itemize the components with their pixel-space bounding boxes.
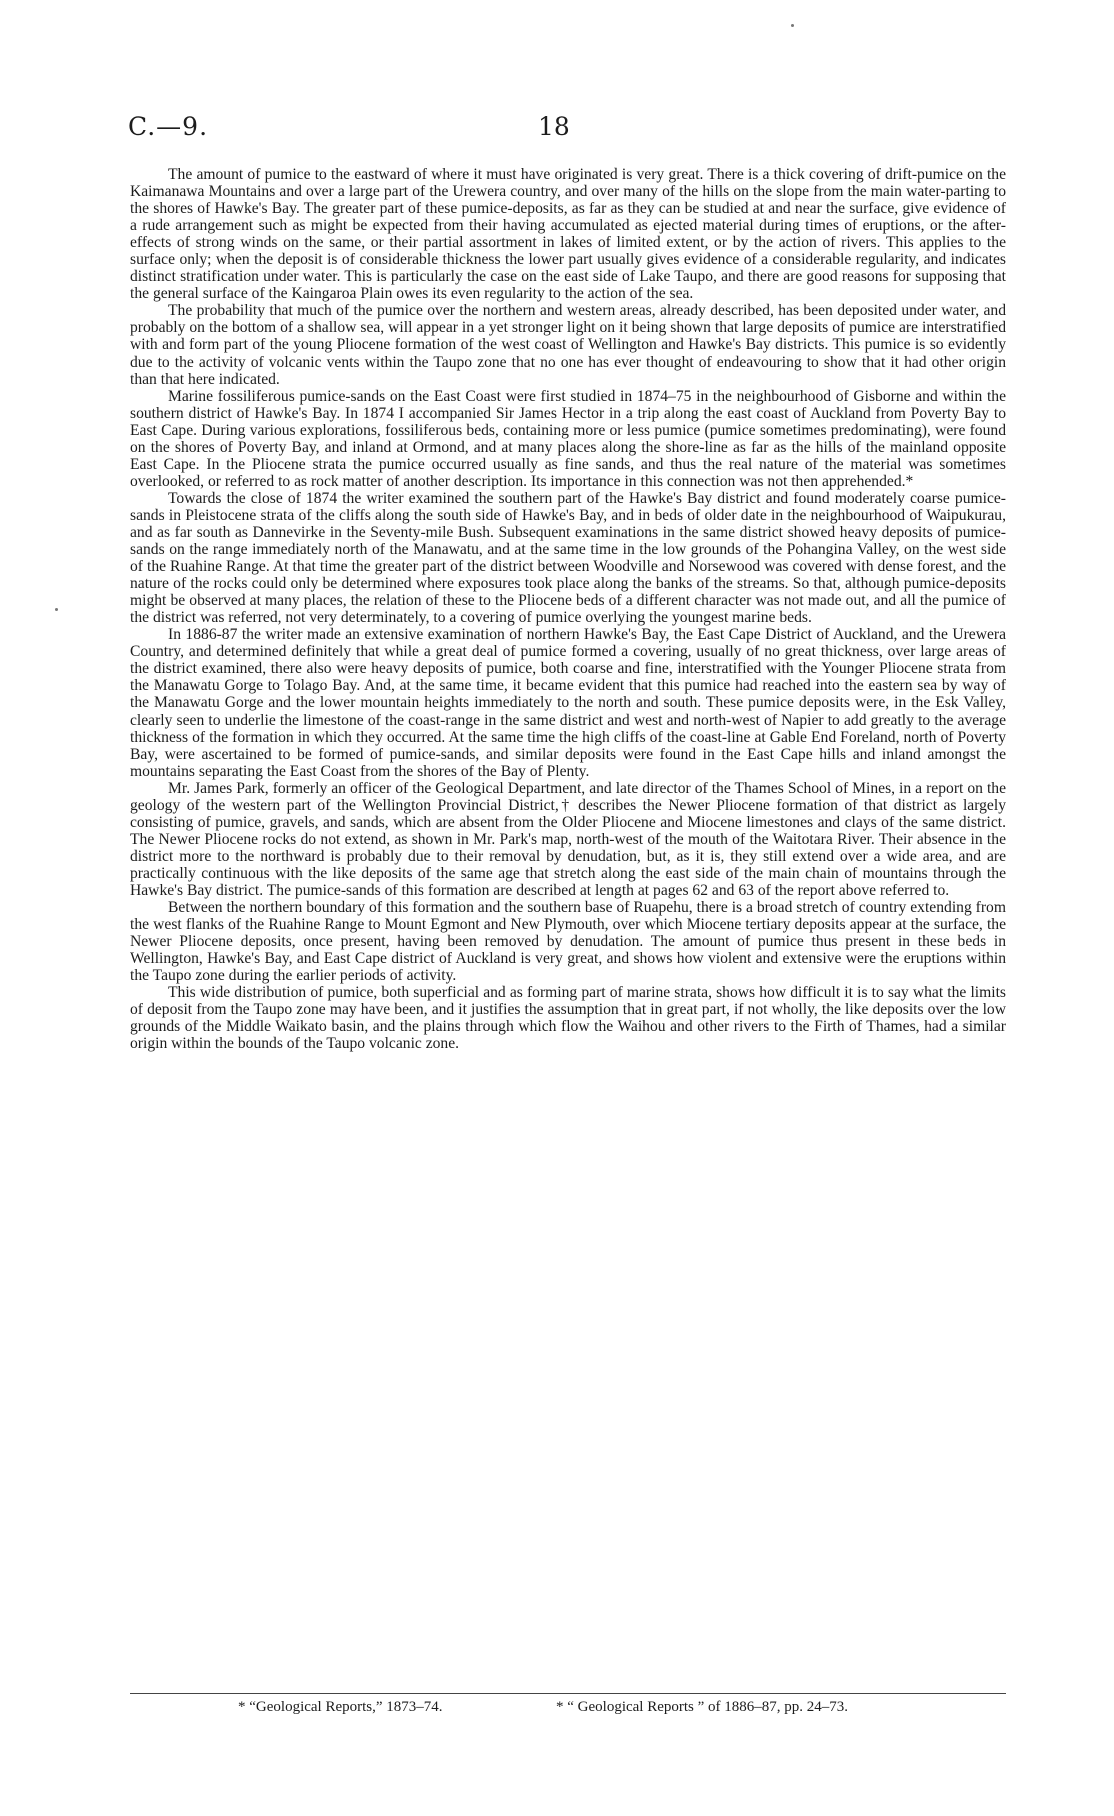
footnote-rule <box>130 1693 1006 1694</box>
paragraph: Marine fossiliferous pumice-sands on the East Coast were first studied in 1874–75 in the neighbourhood of Gisborne and within the southern district of Hawke's Bay. In 1874 I accompanied Sir James Hector in a trip along the east coast of Auckland from Poverty Bay to East Cape. During various explorations, fossiliferous beds, containing more or less pumice (pumice sometimes predominating), were found on the shores of Poverty Bay, and inland at Ormond, and at many places along the shore-line as far as the hills of the mainland opposite East Cape. In the Pliocene strata the pumice occurred usually as fine sands, and thus the real nature of the material was sometimes overlooked, or referred to as rock matter of another description. Its importance in this connection was not then apprehended.* <box>130 387 1006 490</box>
scan-speck <box>791 24 794 27</box>
body-text <box>130 166 1006 1052</box>
paragraph: Towards the close of 1874 the writer examined the southern part of the Hawke's Bay district and found moderately coarse pumice-sands in Pleistocene strata of the cliffs along the south side of Hawke's Bay, and in beds of older date in the neighbourhood of Waipukurau, and as far south as Dannevirke in the Seventy-mile Bush. Subsequent examinations in the same district showed heavy deposits of pumice-sands on the range immediately north of the Manawatu, and at the same time in the low grounds of the Pohangina Valley, on the west side of the Ruahine Range. At that time the greater part of the district between Woodville and Norsewood was covered with dense forest, and the nature of the rocks could only be determined where exposures took place along the banks of the streams. So that, although pumice-deposits might be observed at many places, the relation of these to the Pliocene beds of a different character was not made out, and all the pumice of the district was referred, not very determinately, to a covering of pumice overlying the youngest marine beds. <box>130 489 1006 627</box>
paragraph: The amount of pumice to the eastward of where it must have originated is very great. There is a thick covering of drift-pumice on the Kaimanawa Mountains and over a large part of the Urewera country, and over many of the hills on the slope from the main water-parting to the shores of Hawke's Bay. The greater part of these pumice-deposits, as far as they can be studied at and near the surface, give evidence of a rude arrangement such as might be expected from their having accumulated as ejected material during times of eruptions, or the after-effects of strong winds on the same, or their partial assortment in lakes of limited extent, or by the action of rivers. This applies to the surface only; when the deposit is of considerable thickness the lower part usually gives evidence of a considerable regularity, and indicates distinct stratification under water. This is particularly the case on the east side of Lake Taupo, and there are good reasons for supposing that the general surface of the Kaingaroa Plain owes its even regularity to the action of the sea. <box>130 166 1006 303</box>
paragraph: This wide distribution of pumice, both superficial and as forming part of marine strata, shows how difficult it is to say what the limits of deposit from the Taupo zone may have been, and it justifies the assumption that in great part, if not wholly, the like deposits over the low grounds of the Middle Waikato basin, and the plains through which flow the Waihou and other rivers to the Firth of Thames, had a similar origin within the bounds of the Taupo volcanic zone. <box>130 984 1006 1053</box>
footnote-1: * “Geological Reports,” 1873–74. <box>238 1699 443 1715</box>
document-reference: C.—9. <box>128 112 209 141</box>
paragraph: The probability that much of the pumice over the northern and western areas, already described, has been deposited under water, and probably on the bottom of a shallow sea, will appear in a yet stronger light on it being shown that large deposits of pumice are interstratified with and form part of the young Pliocene formation of the west coast of Wellington and Hawke's Bay districts. This pumice is so evidently due to the activity of volcanic vents within the Taupo zone that no one has ever thought of endeavouring to show that it had other origin than that here indicated. <box>130 302 1006 388</box>
paragraph: Mr. James Park, formerly an officer of the Geological Department, and late director of the Thames School of Mines, in a report on the geology of the western part of the Wellington Provincial District,† describes the Newer Pliocene formation of that district as largely consisting of pumice, gravels, and sands, which are absent from the Older Pliocene and Miocene limestones and clays of the same district. The Newer Pliocene rocks do not extend, as shown in Mr. Park's map, north-west of the mouth of the Waitotara River. Their absence in the district more to the northward is probably due to their removal by denudation, but, as it is, they still extend over a wide area, and are practically continuous with the like deposits of the same age that stretch along the east side of the main chain of mountains through the Hawke's Bay district. The pumice-sands of this formation are described at length at pages 62 and 63 of the report above referred to. <box>130 779 1006 899</box>
scan-speck <box>55 608 58 611</box>
page-number: 18 <box>538 112 570 141</box>
footnote-2: * “ Geological Reports ” of 1886–87, pp. 24–73. <box>556 1699 849 1715</box>
paragraph: Between the northern boundary of this formation and the southern base of Ruapehu, there is a broad stretch of country extending from the west flanks of the Ruahine Range to Mount Egmont and New Plymouth, over which Miocene tertiary deposits appear at the surface, the Newer Pliocene deposits, once present, having been removed by denudation. The amount of pumice thus present in these beds in Wellington, Hawke's Bay, and East Cape district of Auckland is very great, and shows how violent and extensive were the eruptions within the Taupo zone during the earlier periods of activity. <box>130 899 1006 985</box>
paragraph: In 1886-87 the writer made an extensive examination of northern Hawke's Bay, the East Cape District of Auckland, and the Urewera Country, and determined definitely that while a great deal of pumice formed a covering, usually of no great thickness, over large areas of the district examined, there also were heavy deposits of pumice, both coarse and fine, interstratified with the Younger Pliocene strata from the Manawatu Gorge to Tolago Bay. And, at the same time, it became evident that this pumice had reached into the eastern sea by way of the Manawatu Gorge and the lower mountain heights immediately to the north and south. These pumice deposits were, in the Esk Valley, clearly seen to underlie the limestone of the coast-range in the same district and west and north-west of Napier to add greatly to the average thickness of the formation in which they occurred. At the same time the high cliffs of the coast-line at Gable End Foreland, north of Poverty Bay, were ascertained to be formed of pumice-sands, and similar deposits were found in the East Cape hills and inland amongst the mountains separating the East Coast from the shores of the Bay of Plenty. <box>130 626 1006 780</box>
